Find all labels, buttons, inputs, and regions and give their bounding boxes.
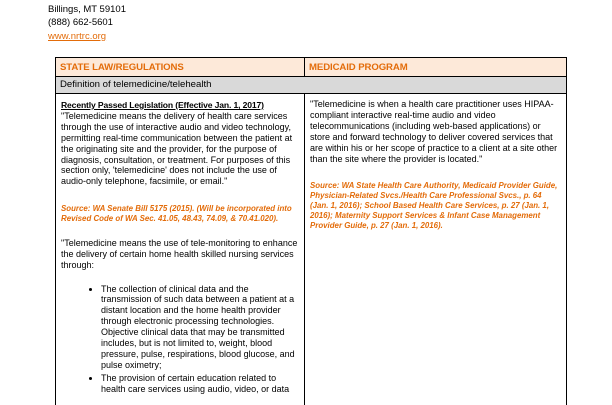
- contact-phone: (888) 662-5601: [48, 17, 113, 29]
- telemonitoring-intro: "Telemedicine means the use of tele-monitoring to enhance the delivery of certain home health skilled nursing services through:: [61, 237, 298, 270]
- state-law-cell: [56, 94, 305, 405]
- list-item: • The provision of certain education related to health care services using audio, video, or data: [101, 373, 299, 395]
- list-item: • The collection of clinical data and the transmission of such data between a patient at a distant location and the home health provider through electronic processing technologies. Objective clinical data that may be transmitted includes, but is not limited to, weight, blood pressure, pulse, respirations, blood glucose, and pulse oximetry;: [101, 284, 299, 371]
- contact-block: [48, 3, 126, 43]
- section-title-row: [56, 77, 567, 94]
- medicaid-source: Source: WA State Health Care Authority, Medicaid Provider Guide, Physician-Related Svcs./Health Care Professional Svcs., p. 64 (Jan. 1, 2016); School Based Health Care Services, p. 27 (Jan. 1, 2016); Maternity Support Services & Infant Case Management Provider Guide, p. 27 (Jan. 1, 2016).: [310, 181, 558, 230]
- telemonitoring-bullet-list: [61, 284, 299, 395]
- comparison-table: [55, 57, 567, 405]
- website-link[interactable]: www.nrtrc.org: [48, 30, 107, 42]
- medicaid-definition: "Telemedicine is when a health care practitioner uses HIPAA-compliant interactive real-time audio and video telecommunications (including web-based applications) or store and forward technology to deliver covered services that are within his or her scope of practice to a client at a site other than the site where the provider is located.": [310, 99, 558, 164]
- contact-address: Billings, MT 59101: [48, 4, 126, 15]
- state-law-source: Source: WA Senate Bill 5175 (2015). (Will be incorporated into Revised Code of WA Sec. 41.05, 48.43, 74.09, & 70.41.020).: [61, 204, 292, 224]
- table-header-row: [56, 58, 567, 77]
- section-title: Definition of telemedicine/telehealth: [56, 77, 567, 94]
- table-body-row: [56, 94, 567, 405]
- medicaid-cell: [305, 94, 567, 405]
- legislation-heading: Recently Passed Legislation (Effective Jan. 1, 2017): [61, 100, 264, 110]
- state-law-definition: "Telemedicine means the delivery of health care services through the use of interactive audio and video technology, permitting real-time communication between the patient at the originating site and the provider, for the purpose of diagnosis, consultation, or treatment. For purposes of this section only, 'telemedicine' does not include the use of audio-only telephone, facsimile, or email.": [61, 110, 293, 187]
- column-header-medicaid: MEDICAID PROGRAM: [305, 58, 567, 77]
- column-header-state-law: STATE LAW/REGULATIONS: [56, 58, 305, 77]
